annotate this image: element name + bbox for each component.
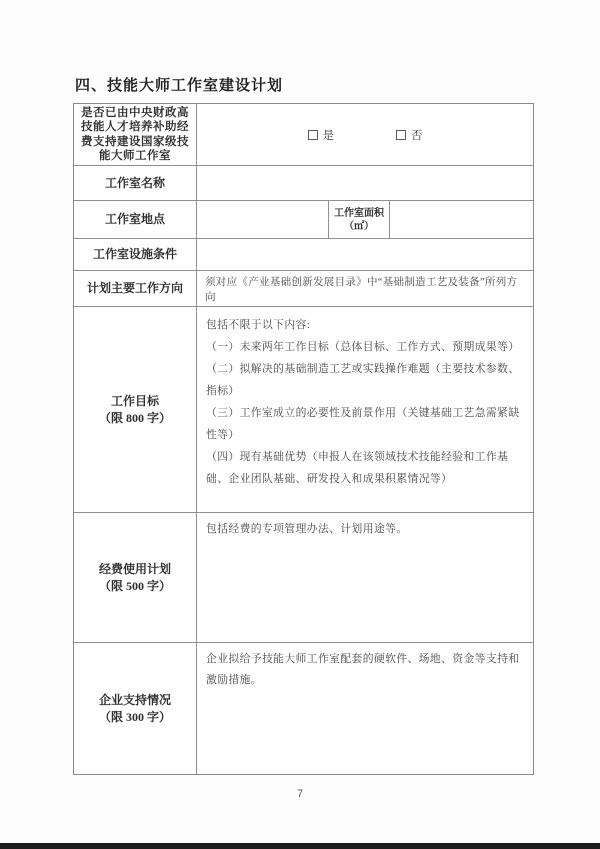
option-yes-label: 是 [322, 129, 334, 142]
studio-name-label [74, 166, 197, 200]
hint-line: （一）未来两年工作目标（总体目标、工作方式、预期成果等） [206, 341, 520, 353]
studio-location-cells [197, 201, 533, 238]
label-line: 费支持建设国家级技 [81, 135, 189, 148]
label-line: （限 300 字） [98, 709, 171, 724]
checkbox-icon[interactable] [308, 130, 318, 140]
central-fund-question-label [74, 104, 197, 165]
label-line: 企业支持情况 [98, 692, 171, 707]
label-line: （㎡） [344, 220, 374, 232]
budget-plan-label [74, 513, 197, 642]
label-line: 技能人才培养补助经 [81, 121, 189, 133]
enterprise-support-label [74, 643, 197, 774]
work-goals-hint [197, 307, 533, 490]
enterprise-support-hint: 企业拟给予技能大师工作室配套的硬软件、场地、资金等支持和激励措施。 [206, 653, 520, 686]
studio-area-label [329, 201, 390, 238]
row-work-goals [74, 307, 533, 513]
label-line: 工作室面积 [334, 207, 384, 219]
label-text: 工作室地点 [104, 212, 165, 226]
option-yes[interactable] [308, 127, 335, 143]
row-enterprise-support [74, 643, 533, 774]
page-number: 7 [296, 788, 304, 800]
label-text: 工作室设施条件 [92, 247, 177, 261]
main-direction-cell[interactable] [197, 271, 533, 306]
section-title: 四、技能大师工作室建设计划 [75, 77, 284, 94]
checkbox-icon[interactable] [396, 130, 406, 140]
option-no-label: 否 [411, 129, 423, 142]
studio-location-label [74, 201, 197, 238]
hint-line: 包括不限于以下内容: [206, 319, 311, 331]
row-studio-location [74, 201, 533, 239]
row-central-fund-question [74, 104, 533, 166]
label-line: 是否已由中央财政高 [81, 106, 189, 119]
scan-edge-strip [0, 843, 600, 849]
budget-plan-input[interactable] [197, 513, 533, 642]
studio-plan-form-table [73, 103, 534, 775]
label-text: 计划主要工作方向 [86, 281, 183, 295]
label-line: 能大师工作室 [99, 150, 171, 162]
budget-plan-hint: 包括经费的专项管理办法、计划用途等。 [206, 523, 408, 535]
studio-facilities-label [74, 239, 197, 270]
hint-line: （二）拟解决的基础制造工艺或实践操作难题（主要技术参数、指标） [206, 363, 520, 397]
row-budget-plan [74, 513, 533, 643]
studio-name-input[interactable] [197, 166, 533, 200]
row-main-direction [74, 271, 533, 307]
label-line: （限 800 字） [98, 410, 171, 425]
label-line: （限 500 字） [98, 578, 171, 593]
option-no[interactable] [396, 127, 423, 143]
label-text: 工作室名称 [104, 175, 165, 190]
hint-line: （四）现有基础优势（申报人在该领域技术技能经验和工作基础、企业团队基础、研发投入和成果积累情况等） [206, 451, 509, 485]
main-direction-hint: 须对应《产业基础创新发展目录》中“基础制造工艺及装备”所列方向 [205, 276, 518, 303]
label-line: 经费使用计划 [98, 561, 171, 576]
hint-line: （三）工作室成立的必要性及前景作用（关键基础工艺急需紧缺性等） [206, 407, 520, 441]
main-direction-label [74, 271, 197, 306]
row-studio-name [74, 166, 533, 201]
work-goals-input[interactable] [197, 307, 533, 512]
studio-facilities-input[interactable] [197, 239, 533, 270]
label-line: 工作目标 [110, 393, 159, 408]
work-goals-label [74, 307, 197, 512]
row-studio-facilities [74, 239, 533, 271]
central-fund-options-cell [197, 104, 533, 165]
enterprise-support-input[interactable] [197, 643, 533, 774]
studio-location-input[interactable] [197, 201, 329, 238]
studio-area-input[interactable] [390, 201, 533, 238]
